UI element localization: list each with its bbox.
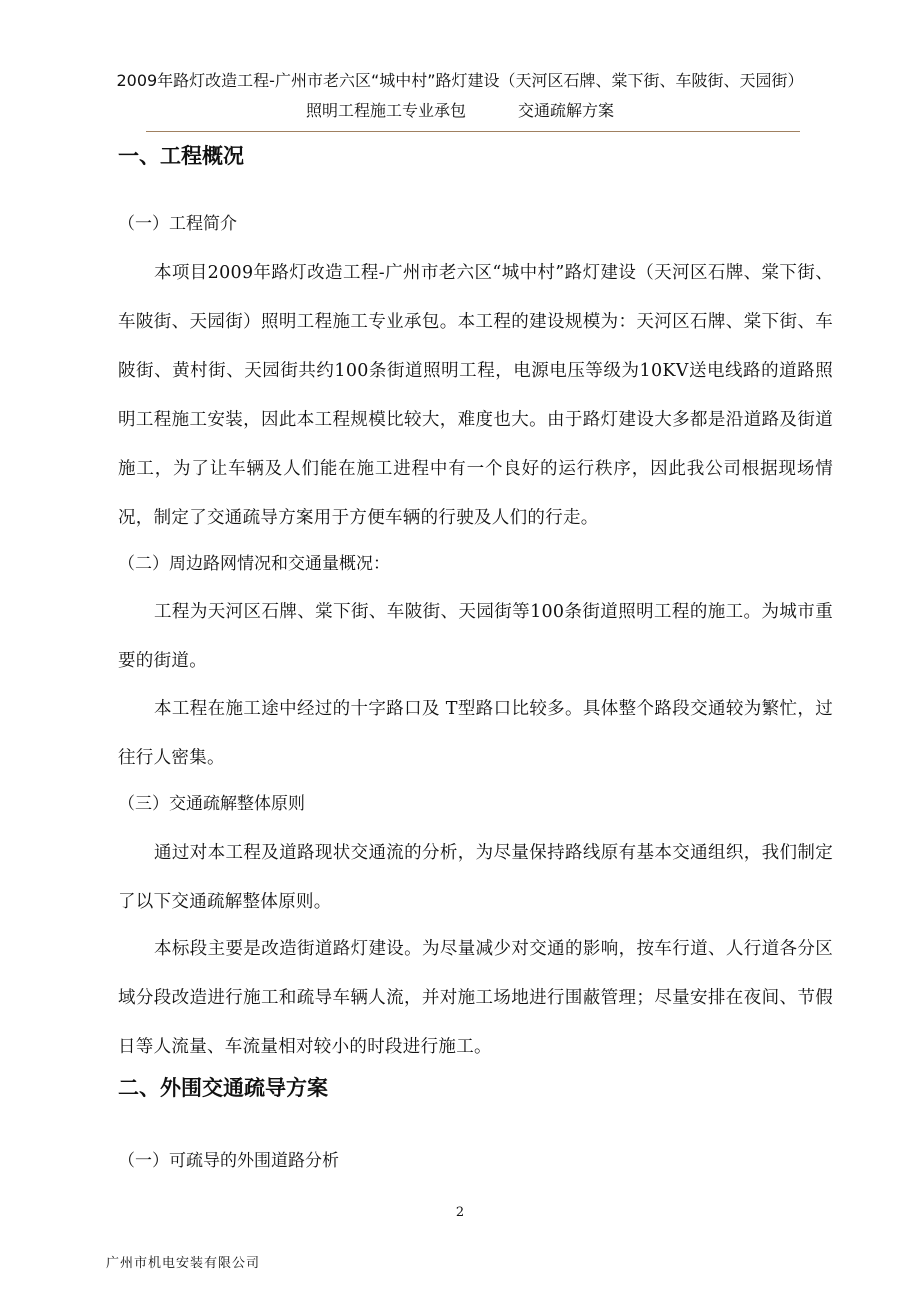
subheading-principles: （三）交通疏解整体原则 (118, 794, 305, 814)
header-project-name: 照明工程施工专业承包 (305, 101, 466, 120)
paragraph-project-intro: 本项目2009年路灯改造工程-广州市老六区“城中村”路灯建设（天河区石牌、棠下街、车陂街、天园街）照明工程施工专业承包。本工程的建设规模为：天河区石牌、棠下街、车陂街、黄村街、天园街共约100条街道照明工程，电源电压等级为10KV送电线路的道路照明工程施工安装，因此本工程规模比较大，难度也大。由于路灯建设大多都是沿道路及街道施工，为了让车辆及人们能在施工进程中有一个良好的运行秩序，因此我公司根据现场情况，制定了交通疏导方案用于方便车辆的行驶及人们的行走。 (118, 263, 833, 528)
header-divider (146, 131, 800, 132)
subheading-road-network: （二）周边路网情况和交通量概况： (118, 554, 390, 574)
page-number: 2 (455, 1205, 465, 1220)
section-heading-traffic-plan: 二、外围交通疏导方案 (118, 1076, 328, 1100)
paragraph-principles-1: 通过对本工程及道路现状交通流的分析，为尽量保持路线原有基本交通组织，我们制定了以下交通疏解整体原则。 (118, 843, 833, 912)
header-subtitle-line (60, 96, 860, 126)
paragraph-road-network-1: 工程为天河区石牌、棠下街、车陂街、天园街等100条街道照明工程的施工。为城市重要的街道。 (118, 602, 833, 671)
page-header (60, 66, 860, 126)
header-document-name: 交通疏解方案 (518, 101, 615, 120)
page-footer-company: 广州市机电安装有限公司 (106, 1256, 261, 1271)
subheading-road-analysis: （一）可疏导的外围道路分析 (118, 1151, 339, 1171)
paragraph-principles-2: 本标段主要是改造街道路灯建设。为尽量减少对交通的影响，按车行道、人行道各分区域分段改造进行施工和疏导车辆人流，并对施工场地进行围蔽管理；尽量安排在夜间、节假日等人流量、车流量相对较小的时段进行施工。 (118, 939, 833, 1057)
subheading-project-intro: （一）工程简介 (118, 214, 237, 234)
section-heading-overview: 一、工程概况 (118, 144, 244, 168)
header-title-line: 2009年路灯改造工程-广州市老六区“城中村”路灯建设（天河区石牌、棠下街、车陂街、天园街） (116, 71, 804, 90)
paragraph-road-network-2: 本工程在施工途中经过的十字路口及 T型路口比较多。具体整个路段交通较为繁忙，过往行人密集。 (118, 699, 833, 768)
